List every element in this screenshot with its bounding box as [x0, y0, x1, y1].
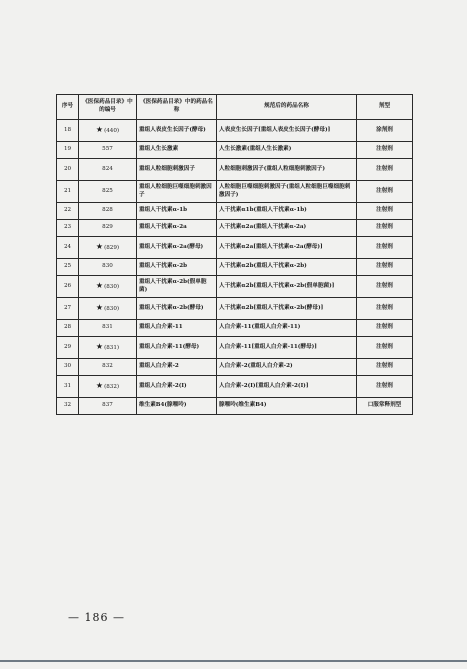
cell-code — [79, 376, 137, 398]
cell-code — [79, 359, 137, 376]
cell-dosage-form: 注射剂 — [357, 220, 413, 237]
table-row — [57, 276, 413, 298]
cell-drug-name: 重组人粒细胞巨噬细胞刺激因子 — [137, 181, 217, 203]
cell-code — [79, 398, 137, 415]
header-seq: 序号 — [57, 95, 79, 120]
cell-standard-name: 人粒细胞刺激因子(重组人粒细胞刺激因子) — [217, 159, 357, 181]
header-name: 《医保药品目录》中的药品名称 — [137, 95, 217, 120]
table-header-row — [57, 95, 413, 120]
cell-standard-name: 人干扰素α2b[重组人干扰素α-2b(酵母)] — [217, 298, 357, 320]
star-icon: ★ — [95, 125, 104, 135]
cell-dosage-form: 注射剂 — [357, 276, 413, 298]
drug-name-table — [56, 94, 413, 415]
table-row — [57, 359, 413, 376]
cell-dosage-form: 注射剂 — [357, 159, 413, 181]
code-text: (440) — [104, 128, 120, 135]
cell-seq: 21 — [57, 181, 79, 203]
table-row — [57, 203, 413, 220]
table-row — [57, 120, 413, 142]
cell-seq: 18 — [57, 120, 79, 142]
cell-code — [79, 298, 137, 320]
code-text: 824 — [102, 165, 113, 172]
cell-seq: 29 — [57, 337, 79, 359]
bottom-divider — [0, 660, 467, 662]
cell-standard-name: 人干扰素α2a[重组人干扰素α-2a(酵母)] — [217, 237, 357, 259]
cell-code — [79, 159, 137, 181]
cell-drug-name: 重组人干扰素α-2b(假单胞菌) — [137, 276, 217, 298]
cell-drug-name: 重组人白介素-11 — [137, 320, 217, 337]
cell-seq: 19 — [57, 142, 79, 159]
cell-standard-name: 人干扰素α2a(重组人干扰素α-2a) — [217, 220, 357, 237]
cell-code — [79, 320, 137, 337]
table-row — [57, 237, 413, 259]
cell-dosage-form: 口服常释剂型 — [357, 398, 413, 415]
cell-drug-name: 重组人白介素-2 — [137, 359, 217, 376]
table-row — [57, 259, 413, 276]
cell-drug-name: 重组人白介素-11(酵母) — [137, 337, 217, 359]
cell-standard-name: 人干扰素α1b(重组人干扰素α-1b) — [217, 203, 357, 220]
cell-standard-name: 人白介素-2(I)[重组人白介素-2(I)] — [217, 376, 357, 398]
cell-seq: 26 — [57, 276, 79, 298]
cell-seq: 23 — [57, 220, 79, 237]
code-text: 828 — [102, 207, 113, 214]
cell-dosage-form: 注射剂 — [357, 337, 413, 359]
table-row — [57, 298, 413, 320]
code-text: (830) — [104, 284, 120, 291]
cell-code — [79, 142, 137, 159]
cell-standard-name: 人表皮生长因子[重组人表皮生长因子(酵母)] — [217, 120, 357, 142]
cell-dosage-form: 注射剂 — [357, 259, 413, 276]
code-text: 837 — [102, 402, 113, 409]
code-text: 557 — [102, 146, 113, 153]
table-row — [57, 142, 413, 159]
cell-standard-name: 人白介素-11(重组人白介素-11) — [217, 320, 357, 337]
cell-code — [79, 181, 137, 203]
cell-drug-name: 维生素B4(腺嘌呤) — [137, 398, 217, 415]
star-icon: ★ — [95, 281, 104, 291]
cell-seq: 31 — [57, 376, 79, 398]
code-text: (829) — [104, 245, 120, 252]
table-row — [57, 376, 413, 398]
code-text: 829 — [102, 224, 113, 231]
cell-seq: 24 — [57, 237, 79, 259]
cell-standard-name: 腺嘌呤(维生素B4) — [217, 398, 357, 415]
cell-drug-name: 重组人生长激素 — [137, 142, 217, 159]
star-icon: ★ — [95, 342, 104, 352]
cell-drug-name: 重组人干扰素α-1b — [137, 203, 217, 220]
cell-dosage-form: 注射剂 — [357, 376, 413, 398]
cell-seq: 20 — [57, 159, 79, 181]
table-row — [57, 398, 413, 415]
cell-drug-name: 重组人白介素-2(I) — [137, 376, 217, 398]
table-row — [57, 337, 413, 359]
star-icon: ★ — [95, 242, 104, 252]
cell-standard-name: 人生长激素(重组人生长激素) — [217, 142, 357, 159]
cell-dosage-form: 注射剂 — [357, 181, 413, 203]
cell-dosage-form: 注射剂 — [357, 359, 413, 376]
cell-dosage-form: 注射剂 — [357, 142, 413, 159]
cell-code — [79, 237, 137, 259]
code-text: 830 — [102, 263, 113, 270]
table-row — [57, 220, 413, 237]
cell-dosage-form: 注射剂 — [357, 203, 413, 220]
cell-standard-name: 人粒细胞巨噬细胞刺激因子(重组人粒细胞巨噬细胞刺激因子) — [217, 181, 357, 203]
cell-drug-name: 重组人表皮生长因子(酵母) — [137, 120, 217, 142]
cell-drug-name: 重组人干扰素α-2a(酵母) — [137, 237, 217, 259]
cell-drug-name: 重组人干扰素α-2b — [137, 259, 217, 276]
cell-standard-name: 人干扰素α2b(重组人干扰素α-2b) — [217, 259, 357, 276]
cell-standard-name: 人白介素-11[重组人白介素-11(酵母)] — [217, 337, 357, 359]
header-code: 《医保药品目录》中的编号 — [79, 95, 137, 120]
cell-dosage-form: 注射剂 — [357, 237, 413, 259]
header-std-name: 规范后的药品名称 — [217, 95, 357, 120]
cell-dosage-form: 注射剂 — [357, 320, 413, 337]
cell-standard-name: 人干扰素α2b[重组人干扰素α-2b(假单胞菌)] — [217, 276, 357, 298]
cell-code — [79, 337, 137, 359]
cell-code — [79, 220, 137, 237]
cell-dosage-form: 涂剂剂 — [357, 120, 413, 142]
code-text: (830) — [104, 306, 120, 313]
cell-seq: 27 — [57, 298, 79, 320]
code-text: 832 — [102, 363, 113, 370]
cell-seq: 30 — [57, 359, 79, 376]
cell-seq: 25 — [57, 259, 79, 276]
cell-standard-name: 人白介素-2(重组人白介素-2) — [217, 359, 357, 376]
cell-code — [79, 276, 137, 298]
page-number: — 186 — — [68, 611, 125, 624]
cell-seq: 28 — [57, 320, 79, 337]
table-body — [57, 120, 413, 415]
cell-code — [79, 203, 137, 220]
code-text: (832) — [104, 384, 120, 391]
star-icon: ★ — [95, 381, 104, 391]
cell-drug-name: 重组人干扰素α-2a — [137, 220, 217, 237]
cell-code — [79, 120, 137, 142]
table-row — [57, 181, 413, 203]
cell-seq: 32 — [57, 398, 79, 415]
cell-code — [79, 259, 137, 276]
cell-seq: 22 — [57, 203, 79, 220]
cell-drug-name: 重组人干扰素α-2b(酵母) — [137, 298, 217, 320]
header-form: 剂型 — [357, 95, 413, 120]
cell-dosage-form: 注射剂 — [357, 298, 413, 320]
code-text: 825 — [102, 187, 113, 194]
code-text: 831 — [102, 324, 113, 331]
table-row — [57, 159, 413, 181]
cell-drug-name: 重组人粒细胞刺激因子 — [137, 159, 217, 181]
star-icon: ★ — [95, 303, 104, 313]
code-text: (831) — [104, 345, 120, 352]
table-row — [57, 320, 413, 337]
